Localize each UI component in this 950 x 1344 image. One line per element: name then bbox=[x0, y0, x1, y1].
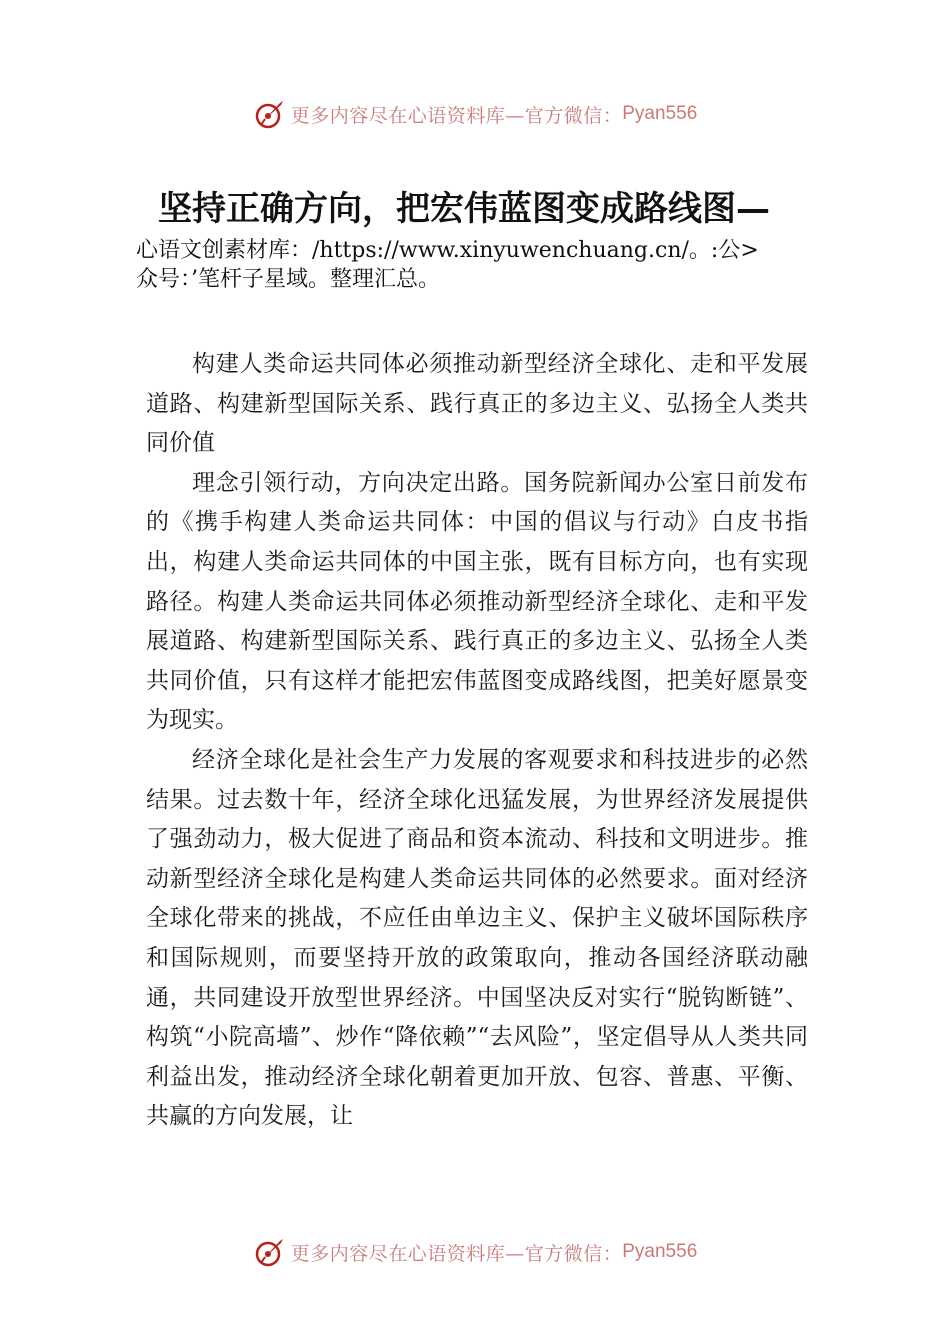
document-body bbox=[146, 345, 808, 1137]
paragraph: 理念引领行动，方向决定出路。国务院新闻办公室日前发布的《携手构建人类命运共同体：中国的倡议与行动》白皮书指出，构建人类命运共同体的中国主张，既有目标方向，也有实现路径。构建人类命运共同体必须推动新型经济全球化、走和平发展道路、构建新型国际关系、践行真正的多边主义、弘扬全人类共同价值，只有这样才能把宏伟蓝图变成路线图，把美好愿景变为现实。 bbox=[146, 469, 808, 734]
paragraph: 经济全球化是社会生产力发展的客观要求和科技进步的必然结果。过去数十年，经济全球化迅猛发展，为世界经济发展提供了强劲动力，极大促进了商品和资本流动、科技和文明进步。推动新型经济全球化是构建人类命运共同体的必然要求。面对经济全球化带来的挑战，不应任由单边主义、保护主义破坏国际秩序和国际规则，而要坚持开放的政策取向，推动各国经济联动融通，共同建设开放型世界经济。中国坚决反对实行“脱钩断链”、构筑“小院高墙”、炒作“降依赖”“去风险”，坚定倡导从人类共同利益出发，推动经济全球化朝着更加开放、包容、普惠、平衡、共赢的方向发展，让 bbox=[146, 746, 808, 1130]
footer-banner bbox=[0, 1232, 950, 1272]
document-title: 坚持正确方向，把宏伟蓝图变成路线图— bbox=[158, 189, 770, 229]
banner-text: 更多内容尽在心语资料库—官方微信： bbox=[290, 1242, 623, 1265]
banner-text: 更多内容尽在心语资料库—官方微信： bbox=[290, 104, 623, 127]
source-line-1: 心语文创素材库：/https://www.xinyuwenchuang.cn/。:公> bbox=[136, 238, 759, 263]
paragraph: 构建人类命运共同体必须推动新型经济全球化、走和平发展道路、构建新型国际关系、践行真正的多边主义、弘扬全人类共同价值 bbox=[146, 351, 808, 457]
source-line-2: 众号：’笔杆子星域。整理汇总。 bbox=[136, 267, 440, 292]
banner-wechat-id: Pyan556 bbox=[622, 1241, 698, 1262]
banner-wechat-id: Pyan556 bbox=[622, 103, 698, 124]
header-banner bbox=[0, 94, 950, 134]
quill-logo-icon bbox=[253, 97, 287, 131]
quill-logo-icon bbox=[253, 1235, 287, 1269]
